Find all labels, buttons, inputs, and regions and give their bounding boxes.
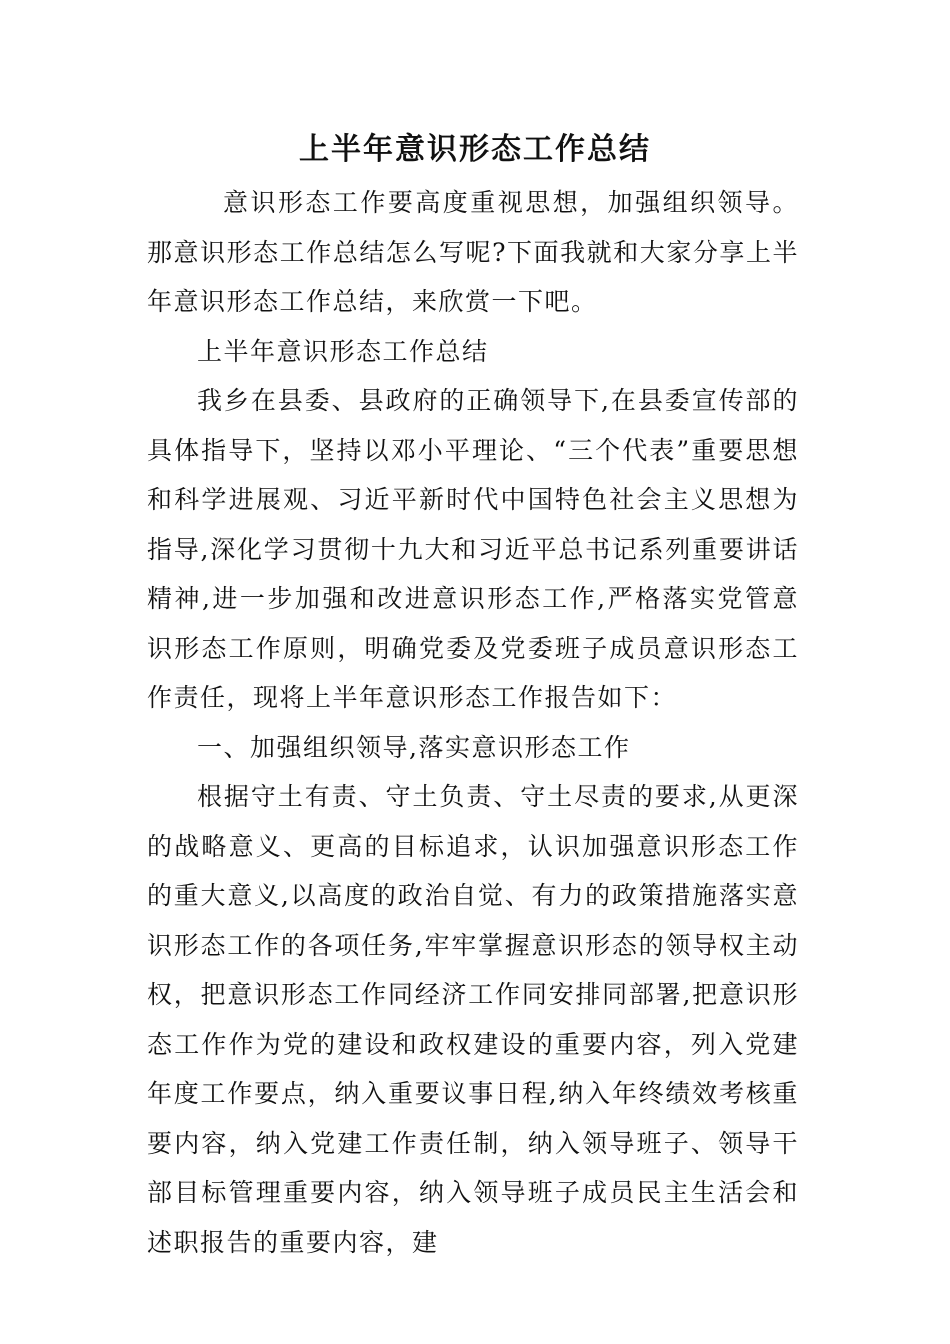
intro-paragraph: 意识形态工作要高度重视思想，加强组织领导。那意识形态工作总结怎么写呢?下面我就和大家分享上半年意识形态工作总结，来欣赏一下吧。: [147, 188, 799, 316]
document-title: 上半年意识形态工作总结: [299, 132, 651, 167]
subtitle-paragraph: 上半年意识形态工作总结: [197, 336, 489, 366]
document-body: [147, 178, 799, 1267]
section-body-paragraph: 根据守土有责、守土负责、守土尽责的要求,从更深的战略意义、更高的目标追求，认识加强意识形态工作的重大意义,以高度的政治自觉、有力的政策措施落实意识形态工作的各项任务,牢牢掌握意识形态的领导权主动权，把意识形态工作同经济工作同安排同部署,把意识形态工作作为党的建设和政权建设的重要内容，列入党建年度工作要点，纳入重要议事日程,纳入年终绩效考核重要内容，纳入党建工作责任制，纳入领导班子、领导干部目标管理重要内容，纳入领导班子成员民主生活会和述职报告的重要内容，建: [147, 782, 799, 1257]
section-heading: 一、加强组织领导,落实意识形态工作: [197, 732, 631, 762]
overview-paragraph: 我乡在县委、县政府的正确领导下,在县委宣传部的具体指导下，坚持以邓小平理论、“三个代表”重要思想和科学进展观、习近平新时代中国特色社会主义思想为指导,深化学习贯彻十九大和习近平总书记系列重要讲话精神,进一步加强和改进意识形态工作,严格落实党管意识形态工作原则，明确党委及党委班子成员意识形态工作责任，现将上半年意识形态工作报告如下：: [147, 386, 799, 712]
